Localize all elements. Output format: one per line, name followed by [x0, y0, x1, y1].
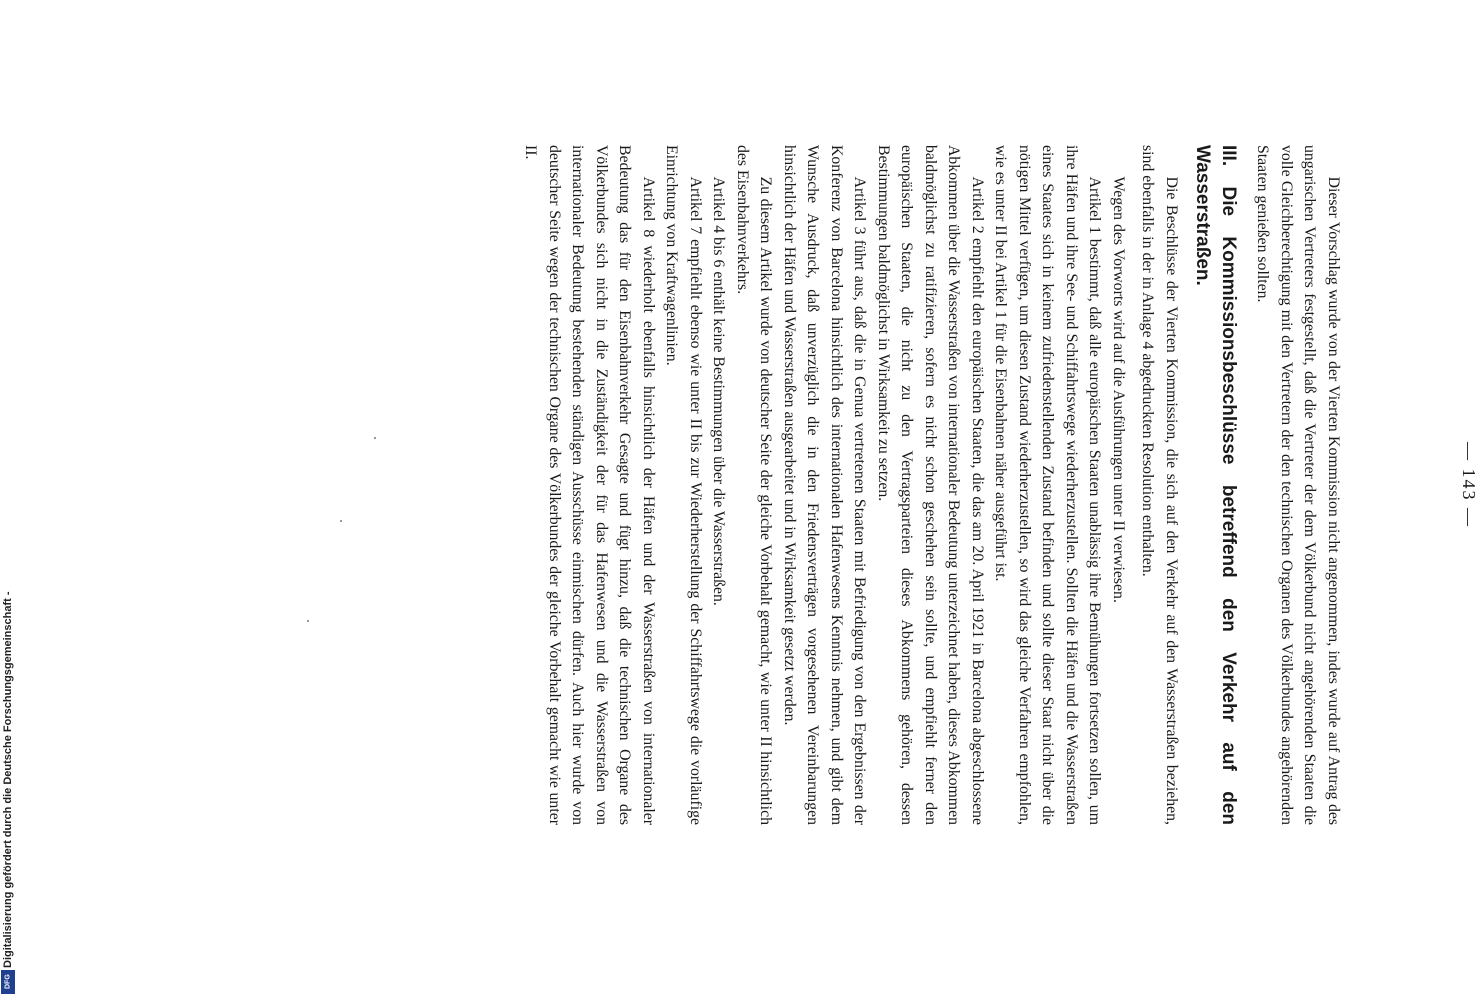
- intro-paragraph: Dieser Vorschlag wurde von der Vierten Kommission nicht angenommen, indes wurde auf Antrag des ungarischen Vertreters festgestellt, daß die Vertreter der dem Völkerbund nicht angehörenden Staaten die volle Gleichberechtigung mit den Vertretern der den technischen Organen des Völkerbundes angehörenden Staaten genießen sollten.: [1254, 145, 1342, 825]
- paragraph-6: Zu diesem Artikel wurde von deutscher Seite der gleiche Vorbehalt gemacht, wie unter II hinsichtlich des Eisenbahnverkehrs.: [734, 145, 775, 825]
- paragraph-1: Die Beschlüsse der Vierten Kommission, die sich auf den Verkehr auf den Wasserstraßen beziehen, sind ebenfalls in der in Anlage 4 abgedruckten Resolution enthalten.: [1139, 145, 1180, 825]
- section-heading: III. Die Kommissionsbeschlüsse betreffend den Verkehr auf den Wasserstraßen.: [1192, 145, 1239, 825]
- digitization-credit: Digitalisierung gefördert durch die Deutsche Forschungsgemeinschaft -: [2, 591, 14, 968]
- page-number: — 143 —: [1459, 442, 1479, 528]
- paragraph-8: Artikel 7 empfiehlt ebenso wie unter II bis zur Wiederherstellung der Schiffahrtswege die vorläufige Einrichtung von Kraftwagenlinien.: [663, 145, 704, 825]
- paragraph-9: Artikel 8 wiederholt ebenfalls hinsichtlich der Häfen und der Wasserstraßen von internationaler Bedeutung das für den Eisenbahnverkehr Gesagte und fügt hinzu, daß die technischen Organe des Völkerbundes sich nicht in die Zuständigkeit der für das Hafenwesen und die Wasserstraßen von internationaler Bedeutung bestehenden ständigen Ausschüsse einmischen dürfen. Auch hier wurde von deutscher Seite wegen der technischen Organe des Völkerbundes der gleiche Vorbehalt gemacht wie unter II.: [522, 145, 657, 825]
- paragraph-3: Artikel 1 bestimmt, daß alle europäischen Staaten unablässig ihre Bemühungen fortsetzen sollen, um ihre Häfen und ihre See- und Schiffahrtswege wiederherzustellen. Sollten die Häfen und die Wasserstraßen eines Staates sich in keinem zufriedenstellenden Zustand befinden und sollte dieser Staat nicht über die nötigen Mittel verfügen, um diesen Zustand wiederherzustellen, so wird das gleiche Verfahren empfohlen, wie es unter II bei Artikel 1 für die Eisenbahnen näher ausgeführt ist.: [992, 145, 1104, 825]
- scan-speck: [307, 620, 309, 622]
- scan-speck: [340, 520, 342, 522]
- credit-sidebar: [0, 0, 18, 1000]
- dfg-logo-icon: DFG: [1, 970, 15, 994]
- scan-speck: [374, 437, 376, 439]
- paragraph-2: Wegen des Vorworts wird auf die Ausführungen unter II verwiesen.: [1110, 176, 1127, 603]
- paragraph-5: Artikel 3 führt aus, daß die in Genua vertretenen Staaten mit Befriedigung von den Ergebnissen der Konferenz von Barcelona hinsichtlich des internationalen Hafenwesens Kenntnis nehmen, und gibt dem Wunsche Ausdruck, daß unverzüglich die in den Friedensverträgen vorgesehenen Vereinbarungen hinsichtlich der Häfen und Wasserstraßen ausgearbeitet und in Wirksamkeit gesetzt werden.: [781, 145, 869, 825]
- paragraph-4: Artikel 2 empfiehlt den europäischen Staaten, die das am 20. April 1921 in Barcelona abgeschlossene Abkommen über die Wasserstraßen von internationaler Bedeutung unterzeichnet haben, dieses Abkommen baldmöglichst zu ratifizieren, sofern es nicht schon geschehen sein sollte, und empfiehlt ferner den europäischen Staaten, die nicht zu den Vertragsparteien dieses Abkommens gehören, dessen Bestimmungen baldmöglichst in Wirksamkeit zu setzen.: [875, 145, 986, 825]
- rotated-document-page: [425, 145, 1479, 825]
- paragraph-7: Artikel 4 bis 6 enthält keine Bestimmungen über die Wasserstraßen.: [710, 176, 728, 606]
